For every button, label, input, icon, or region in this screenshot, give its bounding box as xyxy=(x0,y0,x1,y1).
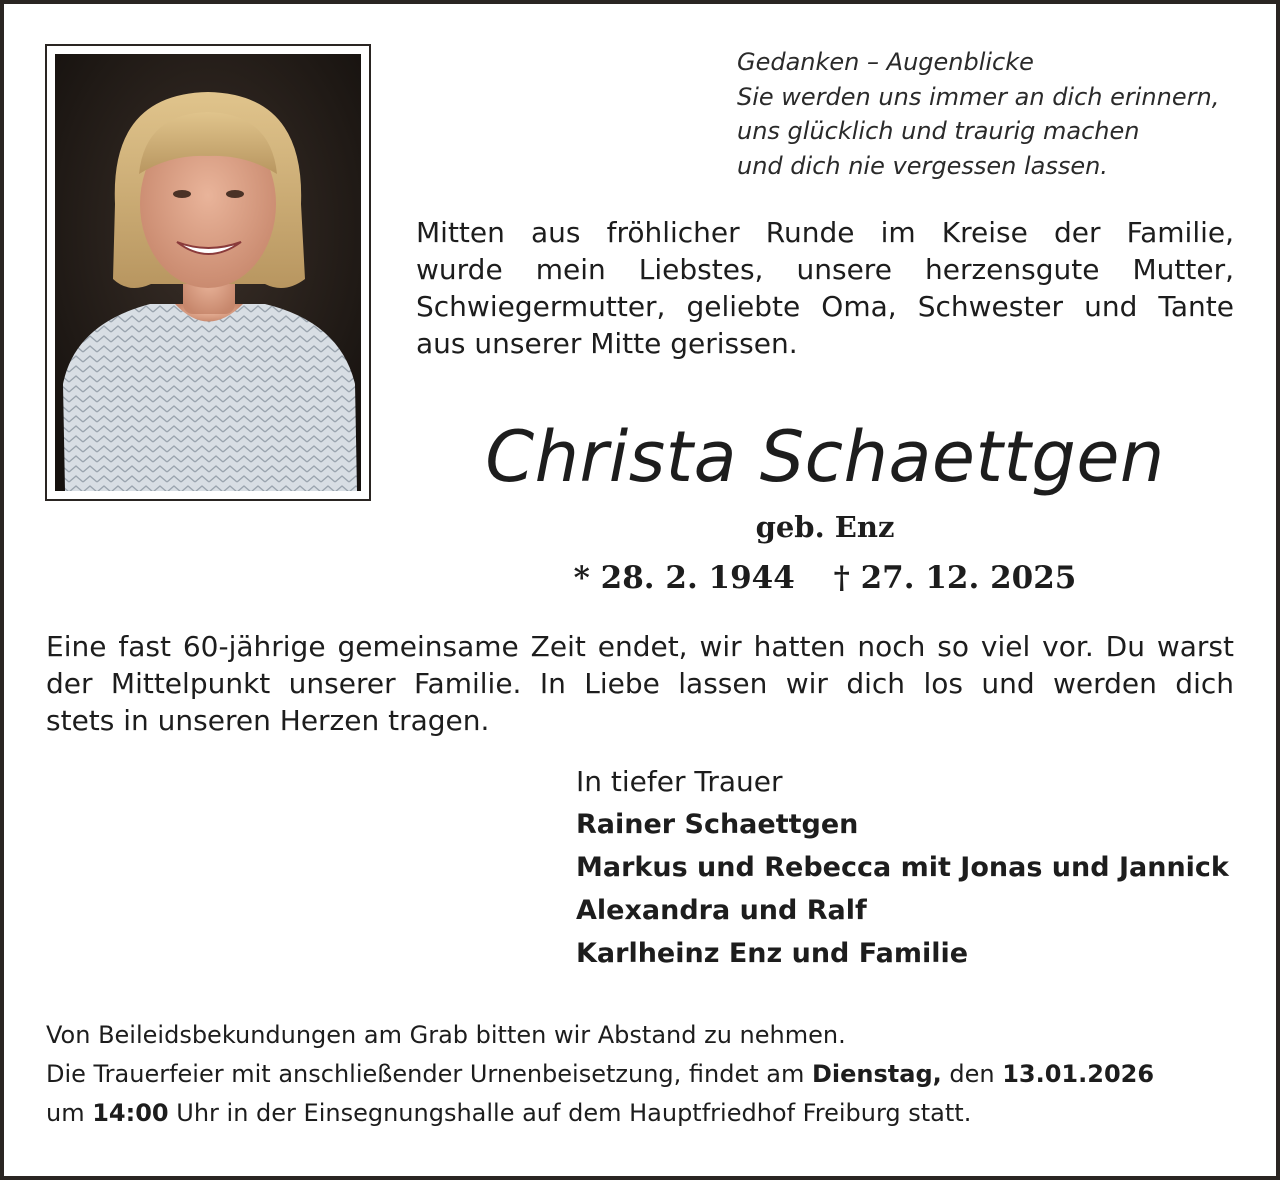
notice-text: um xyxy=(46,1099,93,1127)
closing-line: Eine fast 60-jährige gemeinsame Zeit endet, wir hatten noch so viel vor. Du warst xyxy=(46,630,1234,663)
intro-line: Mitten aus fröhlicher Runde im Kreise der Familie, xyxy=(416,216,1234,249)
mourners-lead: In tiefer Trauer xyxy=(576,765,783,798)
life-dates xyxy=(416,557,1234,599)
poem-line: Sie werden uns immer an dich erinnern, xyxy=(737,82,1220,111)
notice-day: Dienstag, xyxy=(811,1060,942,1088)
maiden-name: geb. Enz xyxy=(755,510,895,544)
notice-time: 14:00 xyxy=(92,1099,169,1127)
notice-text: Die Trauerfeier mit anschließender Urnenbeisetzung, findet am xyxy=(46,1060,812,1088)
deceased-name: Christa Schaettgen xyxy=(485,416,1165,498)
intro-line: aus unserer Mitte gerissen. xyxy=(416,327,798,360)
mourner-name: Karlheinz Enz und Familie xyxy=(576,938,969,969)
poem-line: uns glücklich und traurig machen xyxy=(737,117,1140,145)
intro-text xyxy=(416,214,1234,362)
closing-text xyxy=(46,628,1234,739)
notice-line: Von Beileidsbekundungen am Grab bitten wir Abstand zu nehmen. xyxy=(46,1021,846,1049)
mourner-name: Alexandra und Ralf xyxy=(576,895,867,926)
portrait-photo xyxy=(55,54,361,491)
poem-line: und dich nie vergessen lassen. xyxy=(737,151,1108,180)
funeral-notice xyxy=(46,1016,1246,1133)
portrait-frame xyxy=(45,44,371,501)
intro-line: wurde mein Liebstes, unsere herzensgute Mutter, xyxy=(416,253,1234,286)
notice-text: Uhr in der Einsegnungshalle auf dem Hauptfriedhof Freiburg statt. xyxy=(168,1099,972,1127)
birth-date: * 28. 2. 1944 xyxy=(573,560,795,596)
intro-line: Schwiegermutter, geliebte Oma, Schwester und Tante xyxy=(416,290,1234,323)
poem xyxy=(737,45,1257,183)
mourner-name: Rainer Schaettgen xyxy=(576,809,859,840)
death-date: † 27. 12. 2025 xyxy=(833,560,1077,596)
notice-date: 13.01.2026 xyxy=(1002,1060,1155,1088)
poem-line: Gedanken – Augenblicke xyxy=(737,48,1034,76)
closing-line: stets in unseren Herzen tragen. xyxy=(46,704,490,737)
notice-line xyxy=(46,1055,1246,1094)
mourners xyxy=(576,760,1256,975)
closing-line: der Mittelpunkt unserer Familie. In Liebe lassen wir dich los und werden dich xyxy=(46,667,1234,700)
mourner-name: Markus und Rebecca mit Jonas und Jannick xyxy=(576,852,1229,883)
notice-line xyxy=(46,1094,1246,1133)
notice-text: den xyxy=(941,1060,1003,1088)
